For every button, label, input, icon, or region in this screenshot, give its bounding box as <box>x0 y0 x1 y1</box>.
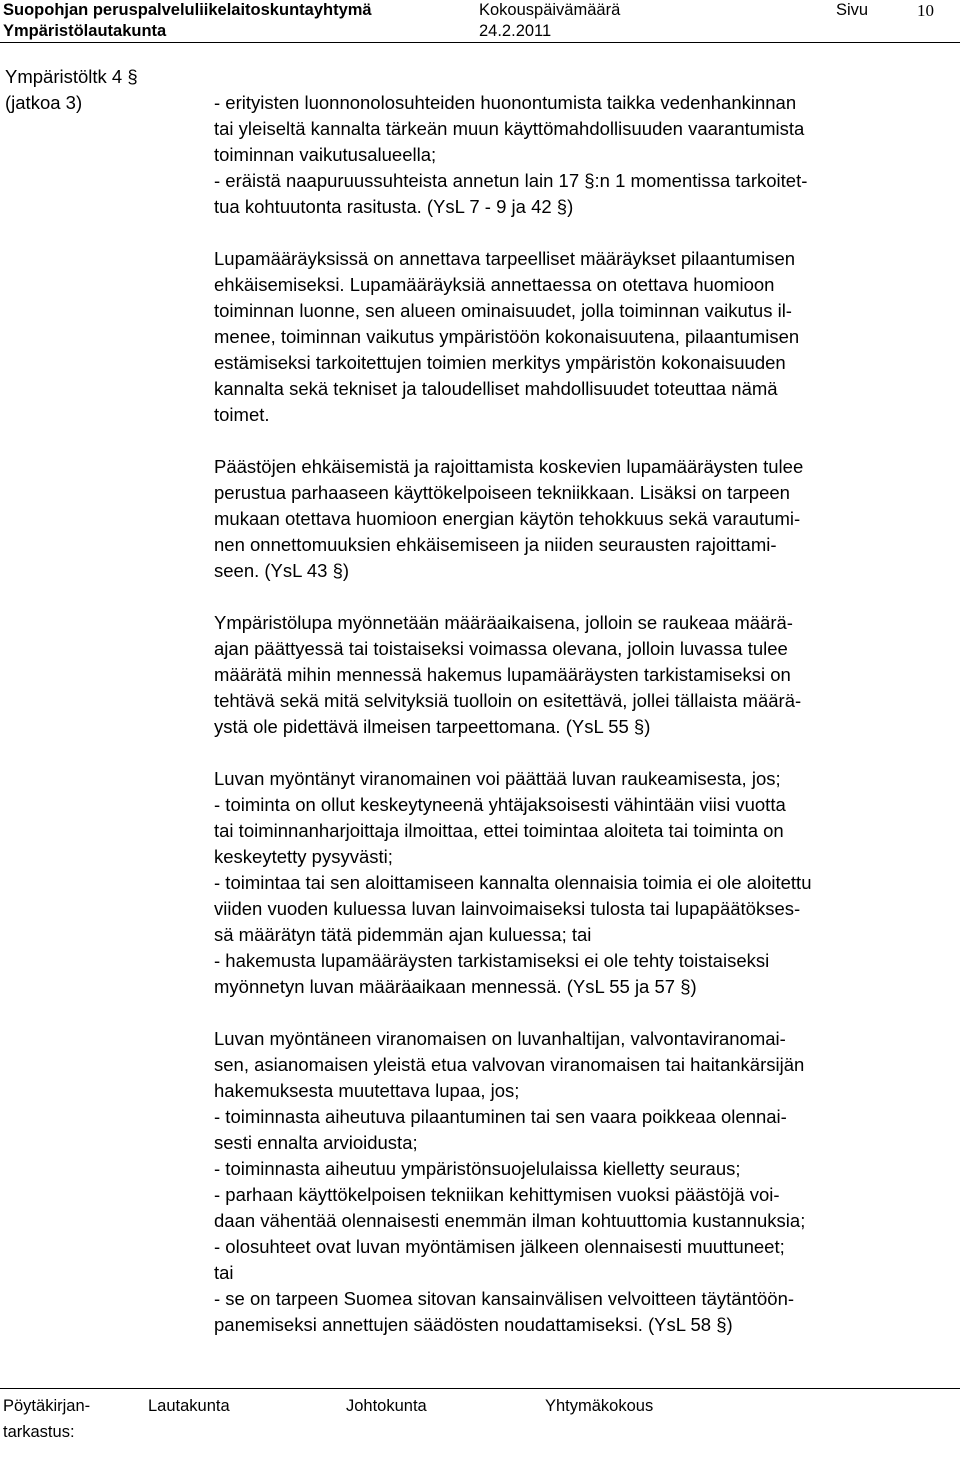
minutes-check-label-line-1: Pöytäkirjan- <box>3 1397 91 1415</box>
minutes-check-label-line-2: tarkastus: <box>3 1423 75 1441</box>
text-line: - toimintaa tai sen aloittamiseen kannalta olennaisia toimia ei ole aloitettu <box>214 872 812 893</box>
text-line: viiden vuoden kuluessa luvan lainvoimaiseksi tulosta tai lupapäätökses- <box>214 898 801 919</box>
text-line: mukaan otettava huomioon energian käytön tehokkuus sekä varautumi- <box>214 508 801 529</box>
text-line: Ympäristölupa myönnetään määräaikaisena, jolloin se raukeaa määrä- <box>214 612 793 633</box>
text-line: keskeytetty pysyvästi; <box>214 846 393 867</box>
meeting-date: 24.2.2011 <box>479 22 552 40</box>
text-line: tai toiminnanharjoittaja ilmoittaa, ettei toimintaa aloiteta tai toiminta on <box>214 820 784 841</box>
paragraph <box>214 1026 958 1338</box>
text-line: ehkäisemiseksi. Lupamääräyksiä annettaessa on otettava huomioon <box>214 274 775 295</box>
text-line: estämiseksi tarkoitettujen toimien merkitys ympäristön kokonaisuuden <box>214 352 786 373</box>
text-line: - toiminta on ollut keskeytyneenä yhtäjaksoisesti vähintään viisi vuotta <box>214 794 786 815</box>
text-line: panemiseksi annettujen säädösten noudattamiseksi. (YsL 58 §) <box>214 1314 733 1335</box>
page-label: Sivu <box>836 1 869 19</box>
text-line: ajan päättyessä tai toistaiseksi voimassa olevana, jolloin luvassa tulee <box>214 638 788 659</box>
paragraph <box>214 610 958 740</box>
document-footer <box>0 1389 960 1449</box>
text-line: kannalta sekä tekniset ja taloudelliset mahdollisuudet toteuttaa nämä <box>214 378 778 399</box>
text-line: - hakemusta lupamääräysten tarkistamiseksi ei ole tehty toistaiseksi <box>214 950 770 971</box>
text-line: tehtävä sekä mitä selvityksiä tuolloin on esitettävä, jollei tällaista määrä- <box>214 690 802 711</box>
text-line: Lupamääräyksissä on annettava tarpeelliset määräykset pilaantumisen <box>214 248 796 269</box>
board-name: Ympäristölautakunta <box>3 22 167 40</box>
text-line: toimet. <box>214 404 270 425</box>
paragraph <box>214 246 958 428</box>
text-line: seen. (YsL 43 §) <box>214 560 350 581</box>
text-line: toiminnan luonne, sen alueen ominaisuudet, jolla toiminnan vaikutus il- <box>214 300 792 321</box>
text-line: sen, asianomaisen yleistä etua valvovan viranomaisen tai haitankärsijän <box>214 1054 805 1075</box>
text-line: määrätä mihin mennessä hakemus lupamääräysten tarkistamiseksi on <box>214 664 791 685</box>
page-number: 10 <box>917 1 934 20</box>
text-line: - olosuhteet ovat luvan myöntämisen jälkeen olennaisesti muuttuneet; <box>214 1236 785 1257</box>
text-line: tai <box>214 1262 234 1283</box>
text-line: - toiminnasta aiheutuva pilaantuminen tai sen vaara poikkeaa olennai- <box>214 1106 787 1127</box>
text-line: daan vähentää olennaisesti enemmän ilman kohtuuttomia kustannuksia; <box>214 1210 806 1231</box>
text-line: ystä ole pidettävä ilmeisen tarpeettomana. (YsL 55 §) <box>214 716 651 737</box>
text-line: - se on tarpeen Suomea sitovan kansainvälisen velvoitteen täytäntöön- <box>214 1288 795 1309</box>
text-line: Päästöjen ehkäisemistä ja rajoittamista koskevien lupamääräysten tulee <box>214 456 804 477</box>
text-line: Luvan myöntänyt viranomainen voi päättää luvan raukeamisesta, jos; <box>214 768 781 789</box>
text-line: hakemuksesta muutettava lupaa, jos; <box>214 1080 520 1101</box>
text-line: toiminnan vaikutusalueella; <box>214 144 437 165</box>
text-line: - eräistä naapuruussuhteista annetun lain 17 §:n 1 momentissa tarkoitet- <box>214 170 808 191</box>
paragraph <box>214 90 958 220</box>
text-line: Luvan myöntäneen viranomaisen on luvanhaltijan, valvontaviranomai- <box>214 1028 786 1049</box>
footer-board-column: Lautakunta <box>148 1397 230 1415</box>
text-line: sä määrätyn tätä pidemmän ajan kuluessa; tai <box>214 924 592 945</box>
section-continuation: (jatkoa 3) <box>5 92 83 113</box>
document-header-row-1 <box>0 0 960 21</box>
section-label <box>5 64 138 116</box>
text-line: myönnetyn luvan määräaikaan mennessä. (YsL 55 ja 57 §) <box>214 976 697 997</box>
text-line: - erityisten luonnonolosuhteiden huonontumista taikka vedenhankinnan <box>214 92 797 113</box>
document-header-row-2 <box>0 21 960 42</box>
text-line: menee, toiminnan vaikutus ympäristöön kokonaisuutena, pilaantumisen <box>214 326 800 347</box>
paragraph <box>214 454 958 584</box>
document-body <box>214 90 958 1338</box>
meeting-date-label: Kokouspäivämäärä <box>479 1 621 19</box>
minutes-check-label <box>3 1393 90 1445</box>
text-line: - parhaan käyttökelpoisen tekniikan kehittymisen vuoksi päästöjä voi- <box>214 1184 780 1205</box>
paragraph <box>214 766 958 1000</box>
footer-assembly-column: Yhtymäkokous <box>545 1397 654 1415</box>
text-line: tai yleiseltä kannalta tärkeän muun käyttömahdollisuuden vaarantumista <box>214 118 805 139</box>
footer-directorate-column: Johtokunta <box>346 1397 427 1415</box>
text-line: - toiminnasta aiheutuu ympäristönsuojelulaissa kielletty seuraus; <box>214 1158 741 1179</box>
text-line: nen onnettomuuksien ehkäisemiseen ja niiden seurausten rajoittami- <box>214 534 777 555</box>
header-divider <box>0 42 960 43</box>
section-title: Ympäristöltk 4 § <box>5 66 138 87</box>
text-line: sesti ennalta arvioidusta; <box>214 1132 418 1153</box>
text-line: tua kohtuutonta rasitusta. (YsL 7 - 9 ja 42 §) <box>214 196 574 217</box>
text-line: perustua parhaaseen käyttökelpoiseen tekniikkaan. Lisäksi on tarpeen <box>214 482 790 503</box>
organization-name: Suopohjan peruspalveluliikelaitoskuntayhtymä <box>3 1 372 19</box>
